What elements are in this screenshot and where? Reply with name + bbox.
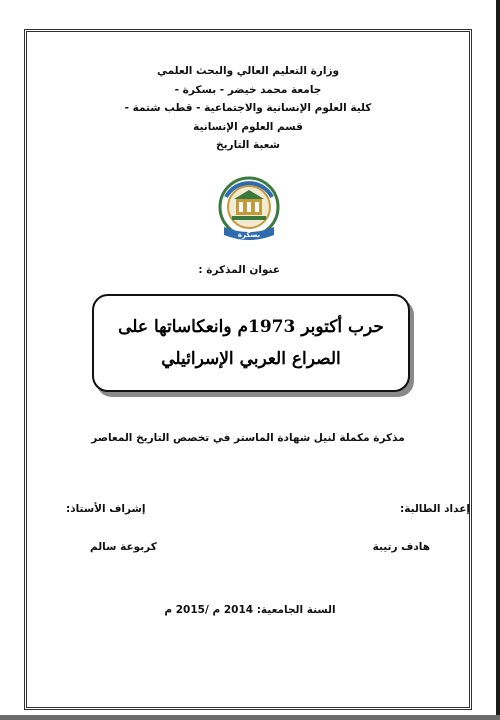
memo-title-label: عنوان المذكرة : xyxy=(198,264,280,276)
faculty-name: كلية العلوم الإنسانية والاجتماعية - قطب شتمة - xyxy=(124,102,372,114)
ministry-name: وزارة التعليم العالي والبحث العلمي xyxy=(156,65,340,77)
supervisor-label: إشراف الأستاذ: xyxy=(66,503,146,515)
student-name: هادف رتيبة xyxy=(372,541,430,553)
logo-bottom-text: بسكرة xyxy=(237,231,261,239)
thesis-title-line2: الصراع العربي الإسرائيلي xyxy=(161,349,341,369)
university-name: جامعة محمد خيضر - بسكرة - xyxy=(174,83,322,96)
university-logo xyxy=(218,175,280,249)
thesis-title-box xyxy=(92,294,410,392)
page-bottom-shadow xyxy=(0,715,500,720)
academic-year: السنة الجامعية: 2014 م /2015 م xyxy=(164,604,336,616)
department-name: قسم العلوم الإنسانية xyxy=(193,120,303,133)
degree-statement: مذكرة مكملة لنيل شهادة الماستر في تخصص التاريخ المعاصر xyxy=(91,432,405,444)
institution-header xyxy=(30,62,466,155)
thesis-title-line1: حرب أكتوبر 1973م وانعكاساتها على xyxy=(118,317,384,337)
supervisor-name: كربوعة سالم xyxy=(90,541,157,553)
student-label: إعداد الطالبة: xyxy=(400,503,470,515)
branch-name: شعبة التاريخ xyxy=(216,139,280,151)
